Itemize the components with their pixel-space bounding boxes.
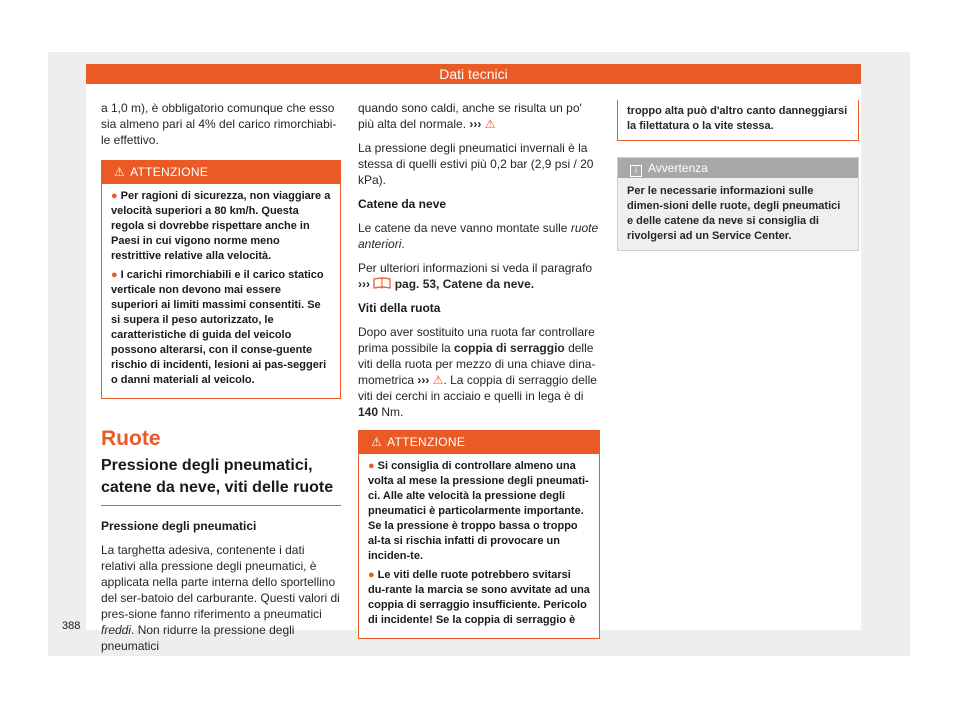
subheading-pressure: Pressione degli pneumatici: [101, 519, 257, 533]
note-title: Avvertenza: [648, 161, 708, 175]
bullet-icon: ●: [368, 569, 375, 581]
section-heading: Pressione degli pneumatici, catene da neve, viti delle ruote: [101, 455, 341, 506]
book-icon: [373, 277, 391, 289]
page-reference-link[interactable]: pag. 53, Catene da neve: [394, 277, 531, 291]
cross-ref-arrows: ›››: [358, 277, 370, 291]
info-icon: i: [630, 165, 642, 177]
bullet-icon: ●: [111, 190, 118, 202]
bullet-icon: ●: [111, 269, 118, 281]
warning-body: [359, 454, 599, 638]
warning-item: ● Per ragioni di sicurezza, non viaggiare a velocità superiori a 80 km/h. Questa regola si dovrebbe rispettare anche in Paesi in cui vigono norme meno restrittive relative alla velocità.: [111, 190, 331, 262]
wheel-bolts-paragraph: Dopo aver sostituito una ruota far controllare prima possibile la coppia di serraggio delle viti della ruota per mezzo di una chiave dina-mometrica ››› ⚠. La coppia di serraggio delle viti dei cerchi in acciaio e quelli in lega è di 140 Nm.: [358, 325, 597, 419]
warning-item: ● I carichi rimorchiabili e il carico statico verticale non devono mai essere superiori ai limiti massimi consentiti. Se si supera il peso autorizzato, le caratteristiche di guida del veicolo possono alterarsi, con il conse-guente rischio di incidenti, lesioni ai pas-seggeri o danni materiali al veicolo.: [111, 269, 327, 386]
warning-triangle-icon: ⚠: [484, 117, 496, 131]
cross-ref-arrows: ›››: [469, 117, 482, 131]
chapter-header: Dati tecnici: [86, 64, 861, 84]
warning-title: ATTENZIONE: [387, 435, 466, 449]
column-1: [101, 100, 341, 662]
warning-box-2: [358, 430, 600, 639]
note-header: [618, 158, 858, 178]
subheading-wheel-bolts: Viti della ruota: [358, 301, 441, 315]
column-3: [617, 100, 859, 251]
warning-triangle-icon: ⚠: [432, 373, 444, 387]
warning-box-1: [101, 160, 341, 399]
subheading-snow-chains: Catene da neve: [358, 197, 447, 211]
hot-pressure-paragraph: quando sono caldi, anche se risulta un po' più alta del normale. ››› ⚠: [358, 101, 582, 131]
warning-body: [102, 184, 340, 398]
warning-item: ● Si consiglia di controllare almeno una volta al mese la pressione degli pneumati-ci. Alle alte velocità la pressione degli pneumatici è particolarmente importante. Se la pressione è troppo bassa o troppo al-ta si rischia infatti di provocare un inciden-te.: [368, 460, 589, 562]
warning-item: ● Le viti delle ruote potrebbero svitarsi du-rante la marcia se sono avvitate ad una coppia di serraggio insufficiente. Pericolo di incidente! Se la coppia di serraggio è: [368, 569, 590, 626]
snow-chains-reference: Per ulteriori informazioni si veda il paragrafo ››› pag. 53, Catene da neve.: [358, 261, 593, 291]
page-number: 388: [62, 620, 81, 632]
pressure-paragraph: La targhetta adesiva, contenente i dati relativi alla pressione degli pneumatici, è applicata nella parte interna dello sportellino del ser-batoio del carburante. Questi valori di pres-sione fanno riferimento a pneumatici freddi. Non ridurre la pressione degli pneumatici: [101, 543, 340, 653]
column-2: [358, 100, 600, 639]
winter-pressure-paragraph: La pressione degli pneumatici invernali è la stessa di quelli estivi più 0,2 bar (2,9 psi / 20 kPa).: [358, 141, 594, 187]
warning-triangle-icon: ⚠: [114, 165, 126, 179]
cross-ref-arrows: ›››: [417, 373, 430, 387]
warning-title: ATTENZIONE: [130, 165, 209, 179]
warning-header: [102, 161, 340, 184]
warning-triangle-icon: ⚠: [371, 435, 383, 449]
intro-paragraph: a 1,0 m), è obbligatorio comunque che esso sia almeno pari al 4% del carico rimorchiabi-le effettivo.: [101, 101, 337, 147]
note-box: [617, 157, 859, 251]
section-title: Ruote: [101, 427, 161, 450]
note-body: Per le necessarie informazioni sulle dimen-sioni delle ruote, degli pneumatici e delle catene da neve si consiglia di rivolgersi ad un Service Center.: [627, 185, 841, 242]
bullet-icon: ●: [368, 460, 375, 472]
snow-chains-paragraph: Le catene da neve vanno montate sulle ruote anteriori.: [358, 221, 599, 251]
warning-continuation: troppo alta può d'altro canto danneggiarsi la filettatura o la vite stessa.: [617, 100, 859, 141]
warning-header: [359, 431, 599, 454]
